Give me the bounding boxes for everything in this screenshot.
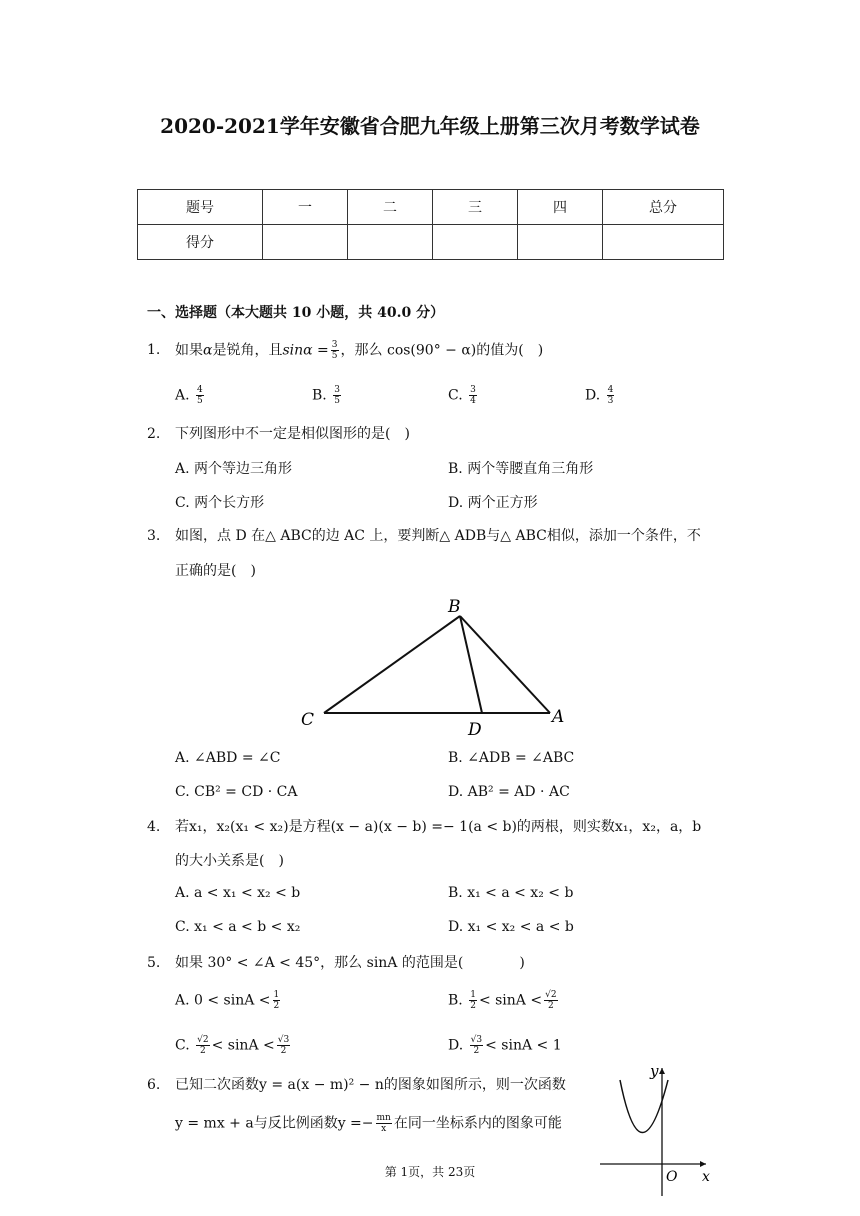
- option-a[interactable]: A. a < x₁ < x₂ < b: [175, 885, 301, 901]
- q1-text-a: 如果: [175, 342, 203, 359]
- score-cell[interactable]: [348, 225, 433, 260]
- score-cell[interactable]: [518, 225, 603, 260]
- table-cell: 三: [433, 190, 518, 225]
- q1-text-b: 是锐角，且: [212, 342, 283, 359]
- label-x: x: [702, 1169, 710, 1185]
- option-b[interactable]: B. $\frac{3}{5}$: [312, 385, 340, 406]
- option-c[interactable]: C. $\frac{3}{4}$: [448, 385, 476, 406]
- question-number: 2.: [147, 426, 161, 442]
- option-a[interactable]: A. ∠ABD = ∠C: [175, 750, 281, 766]
- question-text-line2: y = mx + a与反比例函数y =− $\frac{mn}{x}$ 在同一坐标系内的图象可能: [175, 1113, 562, 1134]
- question-number: 1.: [147, 342, 161, 358]
- option-d[interactable]: D. $\frac{√3}{2}$ < sinA < 1: [448, 1035, 562, 1056]
- option-d[interactable]: D. AB² = AD · AC: [448, 784, 570, 800]
- score-cell[interactable]: [263, 225, 348, 260]
- table-cell: 二: [348, 190, 433, 225]
- page-title: 2020-2021学年安徽省合肥九年级上册第三次月考数学试卷: [160, 114, 700, 138]
- table-row: [138, 225, 724, 260]
- option-c[interactable]: C. CB² = CD · CA: [175, 784, 298, 800]
- question-text-line2: 的大小关系是( ): [175, 853, 284, 869]
- table-cell: 题号: [138, 190, 263, 225]
- question-text: 若x₁，x₂(x₁ < x₂)是方程(x − a)(x − b) =− 1(a < b)的两根，则实数x₁，x₂，a，b: [175, 819, 702, 835]
- question-4: [147, 817, 702, 837]
- triangle-figure: [296, 592, 576, 742]
- table-cell: 得分: [138, 225, 263, 260]
- q1-text-d: ，那么 cos(90° − α)的值为( ): [340, 342, 544, 359]
- option-b[interactable]: B. 两个等腰直角三角形: [448, 461, 594, 477]
- score-cell[interactable]: [603, 225, 724, 260]
- table-cell: 四: [518, 190, 603, 225]
- question-text-line2: 正确的是( ): [175, 563, 256, 579]
- question-text: 下列图形中不一定是相似图形的是( ): [175, 426, 410, 442]
- table-cell: 总分: [603, 190, 724, 225]
- question-number: 5.: [147, 955, 161, 971]
- option-d[interactable]: D. x₁ < x₂ < a < b: [448, 919, 574, 935]
- label-d: D: [468, 720, 482, 740]
- question-2: [147, 424, 410, 444]
- question-6: [147, 1075, 566, 1095]
- option-b[interactable]: B. x₁ < a < x₂ < b: [448, 885, 574, 901]
- option-c[interactable]: C. x₁ < a < b < x₂: [175, 919, 301, 935]
- question-number: 3.: [147, 528, 161, 544]
- option-c[interactable]: C. 两个长方形: [175, 495, 265, 511]
- option-d[interactable]: D. $\frac{4}{3}$: [585, 385, 614, 406]
- option-b[interactable]: B. $\frac{1}{2}$ < sinA < $\frac{√2}{2}$: [448, 990, 557, 1011]
- question-1: 1. 如果α是锐角，且sinα = $\frac{3}{5}$ ，那么 cos(90° − α)的值为( ): [147, 340, 544, 361]
- label-y: y: [650, 1062, 659, 1080]
- question-5: [147, 953, 525, 973]
- option-c[interactable]: C. $\frac{√2}{2}$ < sinA < $\frac{√3}{2}$: [175, 1035, 290, 1056]
- fraction: $\frac{3}{5}$: [331, 340, 338, 361]
- label-o: O: [666, 1169, 678, 1185]
- question-3: [147, 526, 701, 546]
- option-a[interactable]: A. 0 < sinA < $\frac{1}{2}$: [175, 990, 280, 1011]
- label-b: B: [448, 597, 461, 617]
- table-cell: 一: [263, 190, 348, 225]
- q1-text-c: sinα =: [282, 342, 329, 359]
- option-a[interactable]: A. 两个等边三角形: [175, 461, 293, 477]
- option-d[interactable]: D. 两个正方形: [448, 495, 538, 511]
- score-table: [137, 189, 724, 260]
- question-number: 4.: [147, 819, 161, 835]
- question-text: 如图，点 D 在△ ABC的边 AC 上，要判断△ ADB与△ ABC相似，添加一个条件，不: [175, 528, 701, 544]
- question-text: 已知二次函数y = a(x − m)² − n的图象如图所示，则一次函数: [175, 1077, 566, 1093]
- page-footer: 第 1页，共 23页: [384, 1165, 476, 1179]
- label-c: C: [301, 710, 315, 730]
- score-cell[interactable]: [433, 225, 518, 260]
- option-b[interactable]: B. ∠ADB = ∠ABC: [448, 750, 575, 766]
- label-a: A: [552, 707, 565, 727]
- table-row: [138, 190, 724, 225]
- question-text: 如果 30° < ∠A < 45°，那么 sinA 的范围是( ): [175, 955, 525, 971]
- section-heading: 一、选择题（本大题共 10 小题，共 40.0 分）: [147, 305, 445, 321]
- option-a[interactable]: A. $\frac{4}{5}$: [175, 385, 203, 406]
- question-number: 6.: [147, 1077, 161, 1093]
